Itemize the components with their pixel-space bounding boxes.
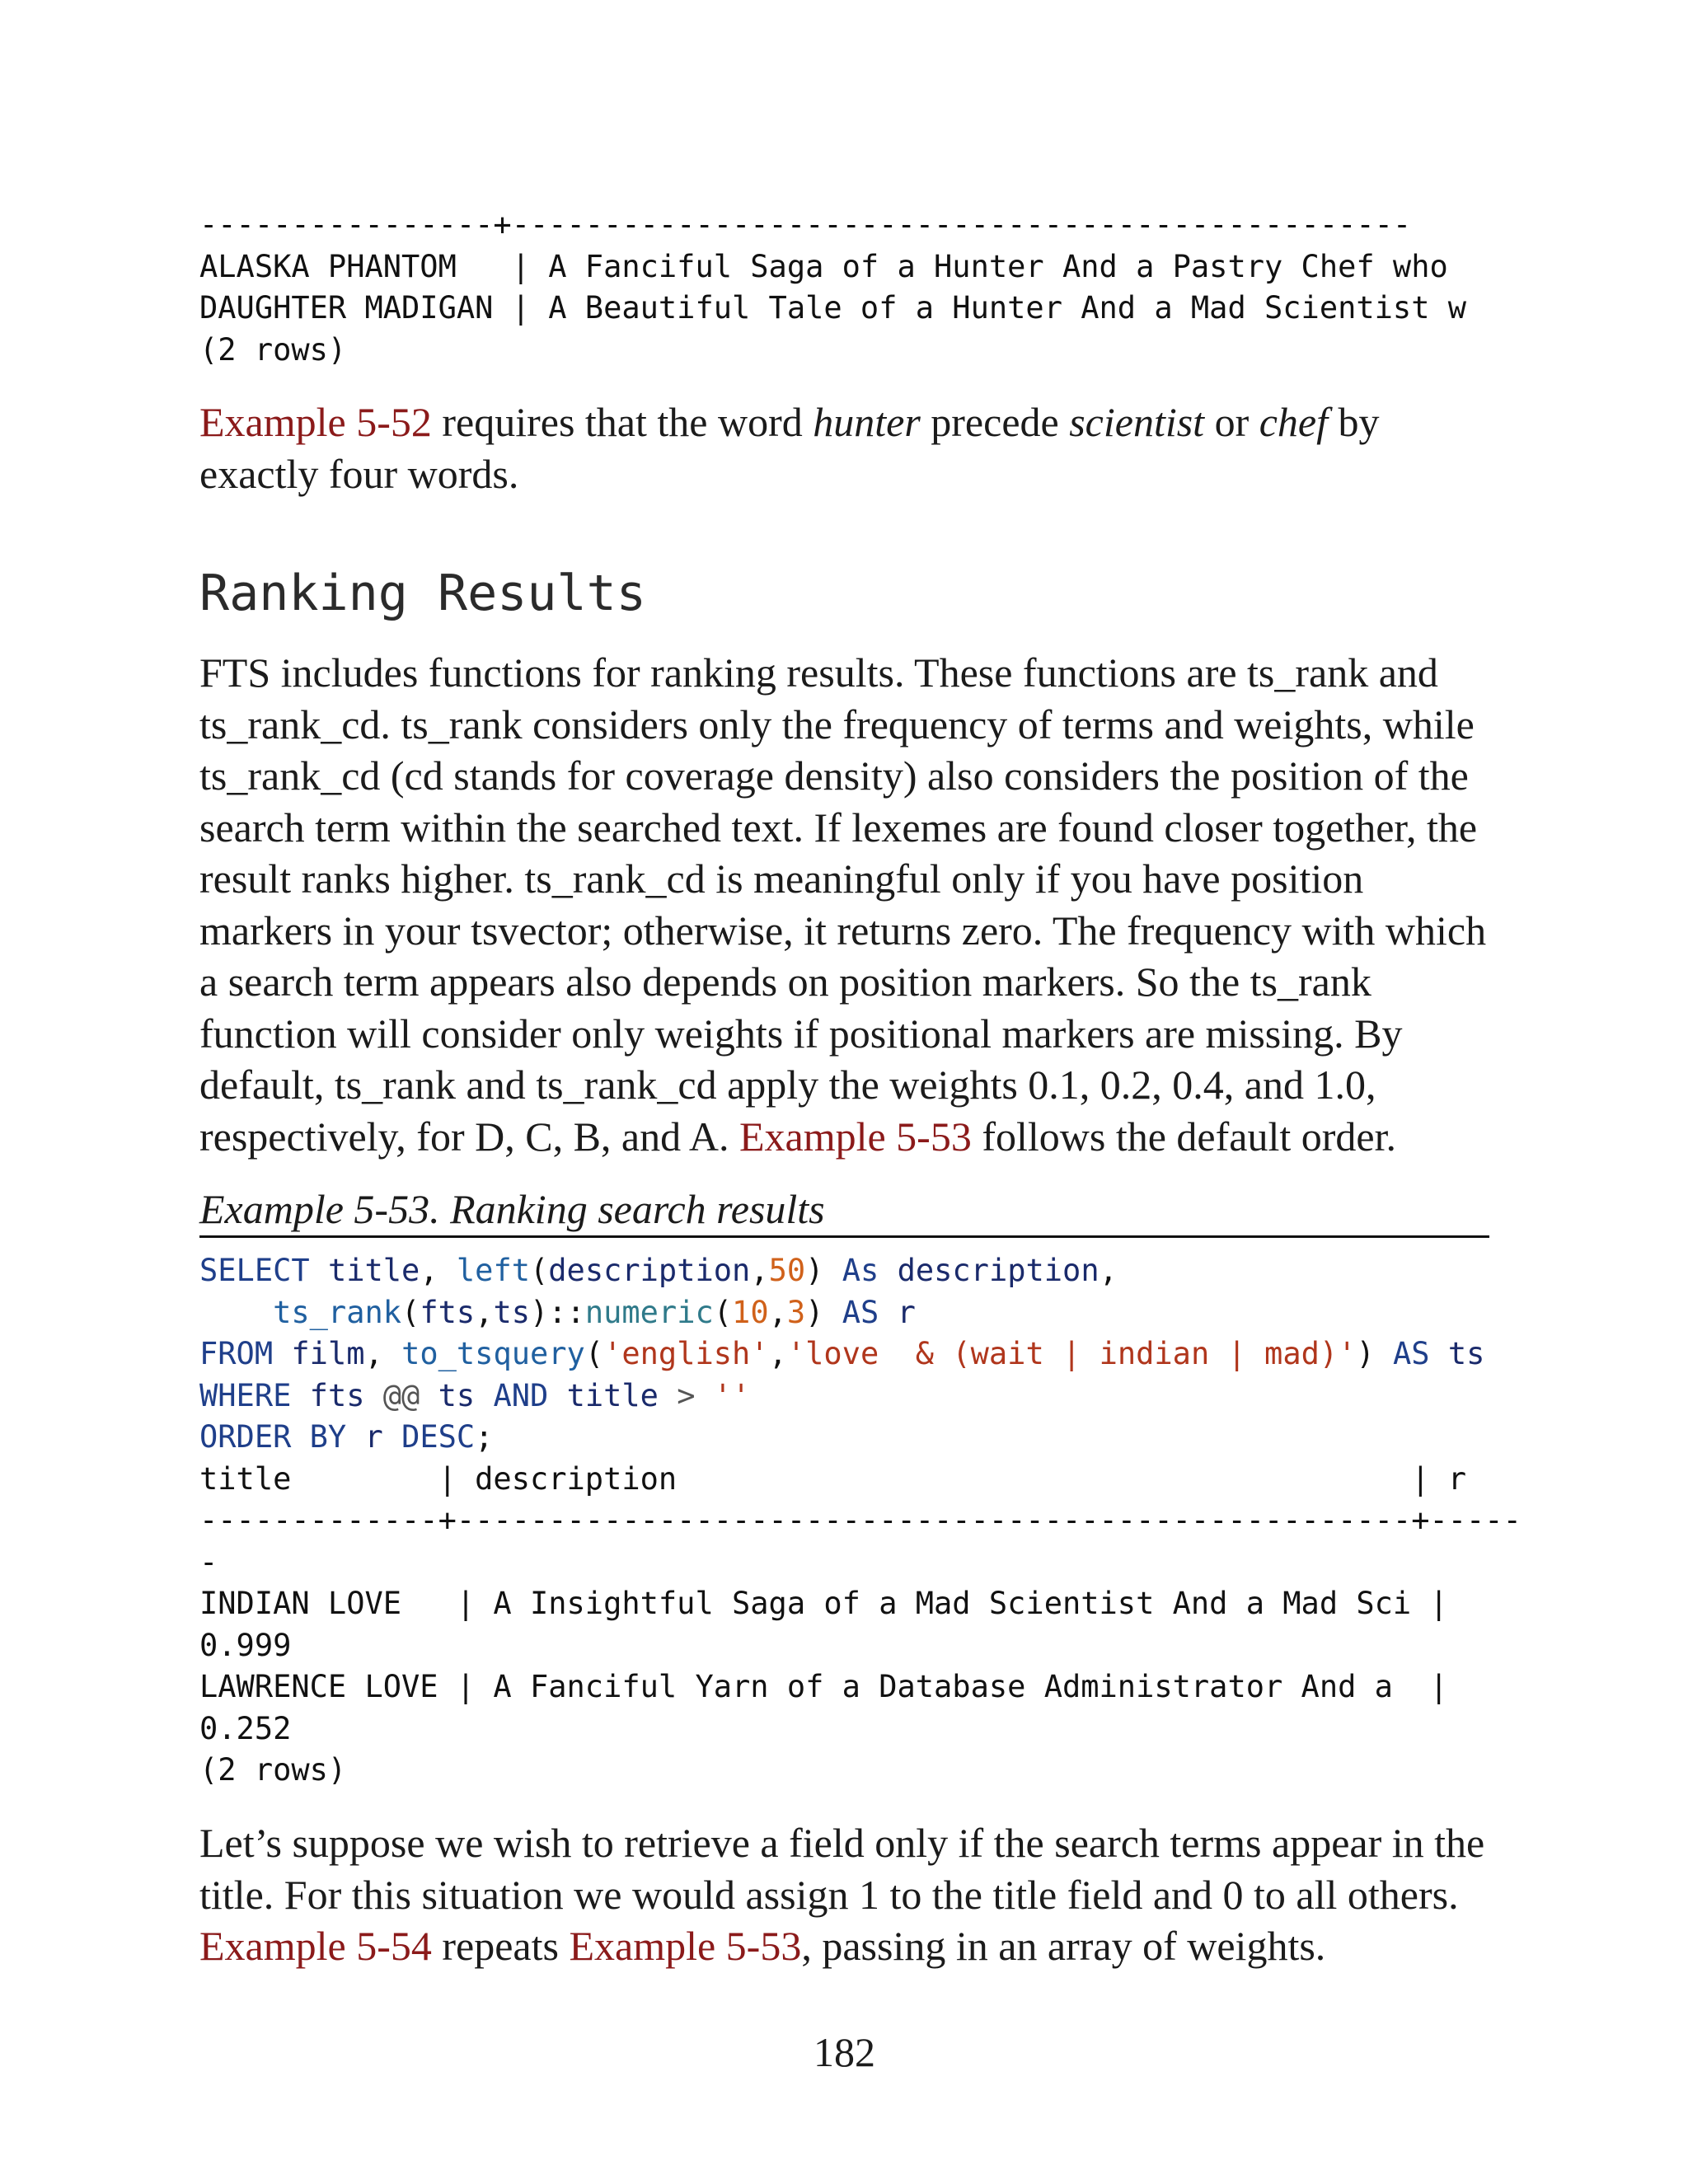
example-caption: Example 5-53. Ranking search results [199, 1183, 1489, 1238]
code-example [199, 1250, 1522, 1792]
code-line: FROM film, to_tsquery('english','love & (wait | indian | mad)') AS ts [199, 1336, 1485, 1371]
output-row: LAWRENCE LOVE | A Fanciful Yarn of a Database Administrator And a | [199, 1669, 1448, 1704]
output-row: INDIAN LOVE | A Insightful Saga of a Mad Scientist And a Mad Sci | [199, 1586, 1448, 1621]
paragraph: Let’s suppose we wish to retrieve a field only if the search terms appear in the title. For this situation we would assign 1 to the title field and 0 to all others. Example 5-54 repeats Example 5-53, passing in an array of weights. [199, 1820, 1485, 1969]
output-header: title | description | r [199, 1460, 1467, 1497]
page-number: 182 [814, 2029, 875, 2075]
output-row-wrap: 0.999 [199, 1627, 292, 1663]
code-line: SELECT title, left(description,50) As description, [199, 1253, 1118, 1288]
code-line: WHERE fts @@ ts AND title > '' [199, 1377, 751, 1413]
query-output-previous [199, 204, 1466, 371]
output-row: DAUGHTER MADIGAN | A Beautiful Tale of a Hunter And a Mad Scientist w [199, 290, 1467, 326]
output-row-wrap: 0.252 [199, 1710, 292, 1746]
xref-link[interactable]: Example 5-52 [199, 399, 432, 445]
output-row: ALASKA PHANTOM | A Fanciful Saga of a Hunter And a Pastry Chef who [199, 248, 1448, 284]
output-separator: ----------------+------------------------------------------------- [199, 207, 1412, 242]
code-line: ORDER BY r DESC; [199, 1419, 494, 1455]
xref-link[interactable]: Example 5-54 [199, 1923, 432, 1969]
xref-link[interactable]: Example 5-53 [569, 1923, 802, 1969]
paragraph: FTS includes functions for ranking results. These functions are ts_rank and ts_rank_cd. ts_rank considers only the frequency of terms and weights, while ts_rank_cd (cd stands for coverage density) also considers the position of the search term within the searched text. If lexemes are found closer together, the result ranks higher. ts_rank_cd is meaningful only if you have position markers in your tsvector; otherwise, it returns zero. The frequency with which a search term appears also depends on position markers. So the ts_rank function will consider only weights if positional markers are missing. By default, ts_rank and ts_rank_cd apply the weights 0.1, 0.2, 0.4, and 1.0, respectively, for D, C, B, and A. Example 5-53 follows the default order. [199, 649, 1487, 1160]
output-row-count: (2 rows) [199, 1752, 347, 1788]
code-line: ts_rank(fts,ts)::numeric(10,3) AS r [273, 1294, 916, 1330]
output-separator: -------------+----------------------------------------------------+----- [199, 1502, 1522, 1538]
output-row-count: (2 rows) [199, 331, 347, 368]
paragraph: Example 5-52 requires that the word hunter precede scientist or chef by exactly four words. [199, 399, 1380, 497]
section-heading: Ranking Results [199, 565, 646, 622]
output-separator-wrap: - [199, 1544, 218, 1580]
xref-link[interactable]: Example 5-53 [738, 1113, 972, 1160]
